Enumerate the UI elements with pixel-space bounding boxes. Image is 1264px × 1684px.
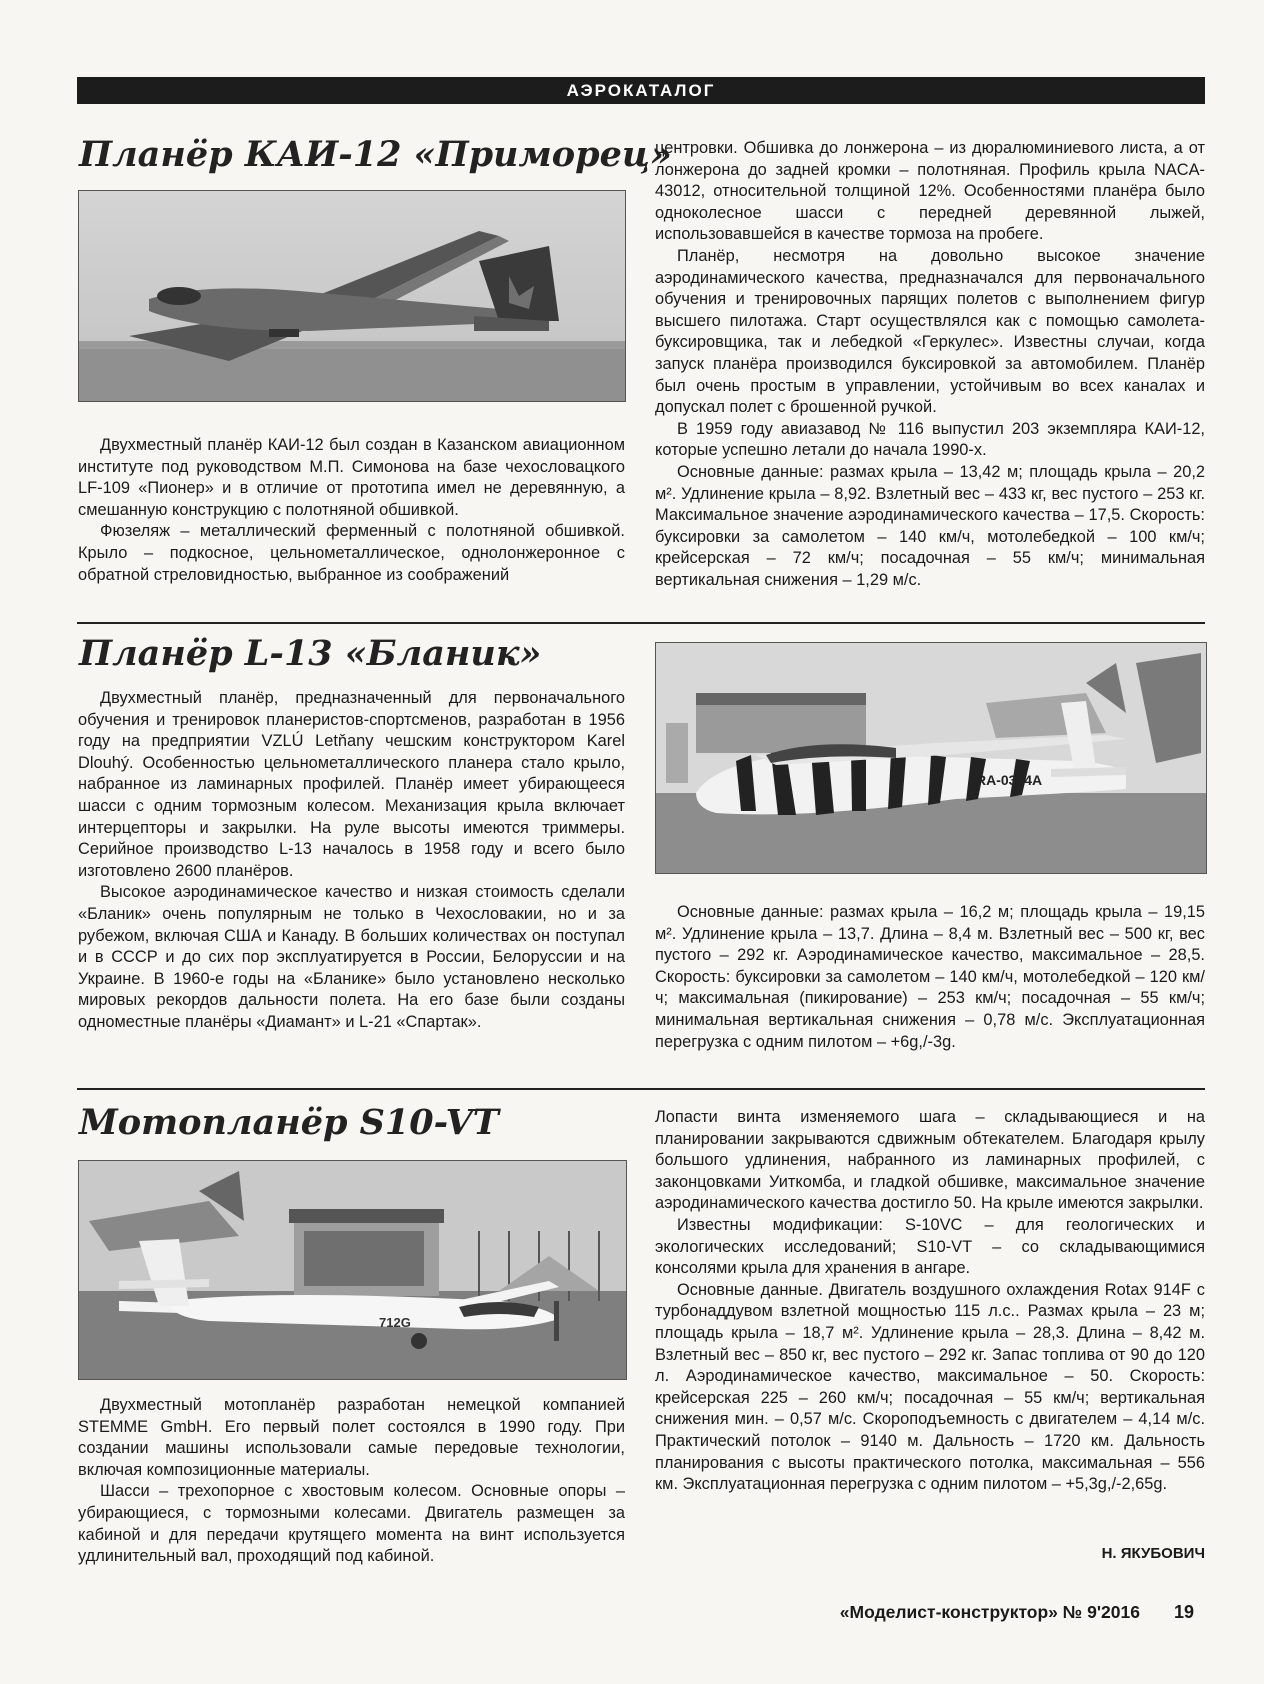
- article3-title: Мотопланёр S10-VT: [79, 1102, 499, 1143]
- registration-l13: RA-0374A: [976, 772, 1043, 788]
- photo-l13-blanik: [655, 642, 1207, 874]
- section-label: АЭРОКАТАЛОГ: [566, 81, 716, 100]
- paragraph: Основные данные. Двигатель воздушного охлаждения Rotax 914F с турбонаддувом взлетной мощностью 115 л.с.. Размах крыла – 23 м; площадь крыла – 18,7 м². Удлинение крыла – 28,3. Длина – 8,42 м. Взлетный вес – 850 кг, вес пустого – 292 кг. Запас топлива от 90 до 120 л. Аэродинамическое качество, максимальное – 50. Скорость: крейсерская 225 – 260 км/ч; посадочная – 55 км/ч; вертикальная снижения мин. – 0,57 м/с. Скороподъемность с двигателем – 4,14 м/с. Практический потолок – 9140 м. Дальность – 1720 км. Дальность планирования с высоты практического потолка, максимальная – 556 км. Эксплуатационная перегрузка с одним пилотом – +5,3g,/-2,65g.: [655, 1280, 1205, 1494]
- paragraph: Двухместный планёр, предназначенный для первоначального обучения и тренировок планеристов-спортсменов, разработан в 1956 году на предприятии VZLÚ Letňany чешским конструктором Karel Dlouhý. Особенностью цельнометаллического планера стало крыло, набранное из ламинарных профилей. Планёр имеет убирающееся шасси с одним тормозным колесом. Механизация крыла включает интерцепторы и закрылки. На руле высоты имеются триммеры. Серийное производство L-13 началось в 1958 году и всего было изготовлено 2600 планёров.: [78, 689, 625, 880]
- photo-kai12: [78, 190, 626, 402]
- paragraph: Лопасти винта изменяемого шага – складывающиеся и на планировании закрываются сдвижным обтекателем. Благодаря крылу большого удлинения, набранного из ламинарных профилей, с законцовками Уиткомба, и гладкой обшивке, максимальное значение аэродинамического качества достигло 50. На крыле имеются закрылки.: [655, 1108, 1205, 1213]
- paragraph: Двухместный планёр КАИ-12 был создан в Казанском авиационном институте под руководством М.П. Симонова на базе чехословацкого LF-109 «Пионер» и в отличие от прототипа имел не деревянную, а смешанную конструкцию с полотняной обшивкой.: [78, 436, 625, 519]
- article1-left-text: [78, 435, 625, 586]
- paragraph: Высокое аэродинамическое качество и низкая стоимость сделали «Бланик» очень популярным не только в Чехословакии, но и за рубежом, включая США и Канаду. В больших количествах он поступал и в СССР и до сих пор эксплуатируется в России, Белоруссии и на Украине. В 1960-е годы на «Бланике» было установлено несколько мировых рекордов дальности полета. На его базе были созданы одноместные планёры «Диамант» и L-21 «Спартак».: [78, 883, 625, 1031]
- page-footer: [840, 1602, 1194, 1623]
- paragraph: Двухместный мотопланёр разработан немецкой компанией STEMME GmbH. Его первый полет состоялся в 1990 году. При создании машины использовали самые передовые технологии, включая композиционные материалы.: [78, 1396, 625, 1479]
- article2-title: Планёр L-13 «Бланик»: [79, 633, 542, 674]
- paragraph: Фюзеляж – металлический ферменный с полотняной обшивкой. Крыло – подкосное, цельнометаллическое, однолонжеронное с обратной стреловидностью, выбранное из соображений: [78, 522, 625, 584]
- paragraph: Основные данные: размах крыла – 16,2 м; площадь крыла – 19,15 м². Удлинение крыла – 13,7. Длина – 8,4 м. Взлетный вес – 500 кг, вес пустого – 292 кг. Аэродинамическое качество, максимальное – 28,5. Скорость: буксировки за самолетом – 140 км/ч, мотолебедкой – 120 км/ч; максимальная (пикирование) – 253 км/ч; посадочная – 55 км/ч; минимальная вертикальная снижения – 0,78 м/с. Эксплуатационная перегрузка с одним пилотом – +6g,/-3g.: [655, 903, 1205, 1051]
- page-number: 19: [1173, 1602, 1194, 1622]
- paragraph: Основные данные: размах крыла – 13,42 м; площадь крыла – 20,2 м². Удлинение крыла – 8,92. Взлетный вес – 433 кг, вес пустого – 253 кг. Максимальное значение аэродинамического качества – 17,5. Скорость: буксировки за самолетом – 140 км/ч, мотолебедкой – 100 км/ч; крейсерская – 72 км/ч; посадочная – 55 км/ч; минимальная вертикальная снижения – 1,29 м/с.: [655, 462, 1205, 589]
- photo-s10vt: [78, 1160, 627, 1380]
- section-divider: [77, 1088, 1205, 1090]
- article2-right-text: [655, 902, 1205, 1053]
- article3-right-text: [655, 1107, 1205, 1496]
- article2-left-text: [78, 688, 625, 1034]
- article1-title: Планёр КАИ-12 «Приморец»: [79, 134, 672, 175]
- paragraph: В 1959 году авиазавод № 116 выпустил 203 экземпляра КАИ-12, которые успешно летали до начала 1990-х.: [655, 419, 1205, 460]
- section-header-bar: [77, 77, 1205, 104]
- article3-left-text: [78, 1395, 625, 1568]
- magazine-issue: «Моделист-конструктор» № 9'2016: [839, 1602, 1140, 1622]
- author-signature: Н. ЯКУБОВИЧ: [1101, 1545, 1205, 1562]
- registration-s10vt: 712G: [379, 1315, 411, 1330]
- paragraph: Известны модификации: S-10VC – для геологических и экологических исследований; S10-VT – со складывающимися консолями крыла для хранения в ангаре.: [655, 1215, 1205, 1278]
- section-divider: [77, 622, 1205, 624]
- paragraph: Планёр, несмотря на довольно высокое значение аэродинамического качества, предназначался для первоначального обучения и тренировочных парящих полетов с выполнением фигур высшего пилотажа. Старт осуществлялся как с помощью самолета-буксировщика, так и лебедкой «Геркулес». Известны случаи, когда запуск планёра производился буксировкой за автомобилем. Планёр был очень простым в управлении, устойчивым во всех каналах и допускал полет с брошенной ручкой.: [655, 246, 1205, 417]
- article1-right-text: [655, 138, 1205, 591]
- paragraph: центровки. Обшивка до лонжерона – из дюралюминиевого листа, а от лонжерона до задней кромки – полотняная. Профиль крыла NACA-43012, относительной толщиной 12%. Особенностями планёра было одноколесное шасси с передней деревянной лыжей, использовавшейся в качестве тормоза на пробеге.: [655, 139, 1205, 244]
- paragraph: Шасси – трехопорное с хвостовым колесом. Основные опоры – убирающиеся, с тормозными колесами. Двигатель размещен за кабиной и для передачи крутящего момента на винт используется удлинительный вал, проходящий под кабиной.: [78, 1482, 625, 1566]
